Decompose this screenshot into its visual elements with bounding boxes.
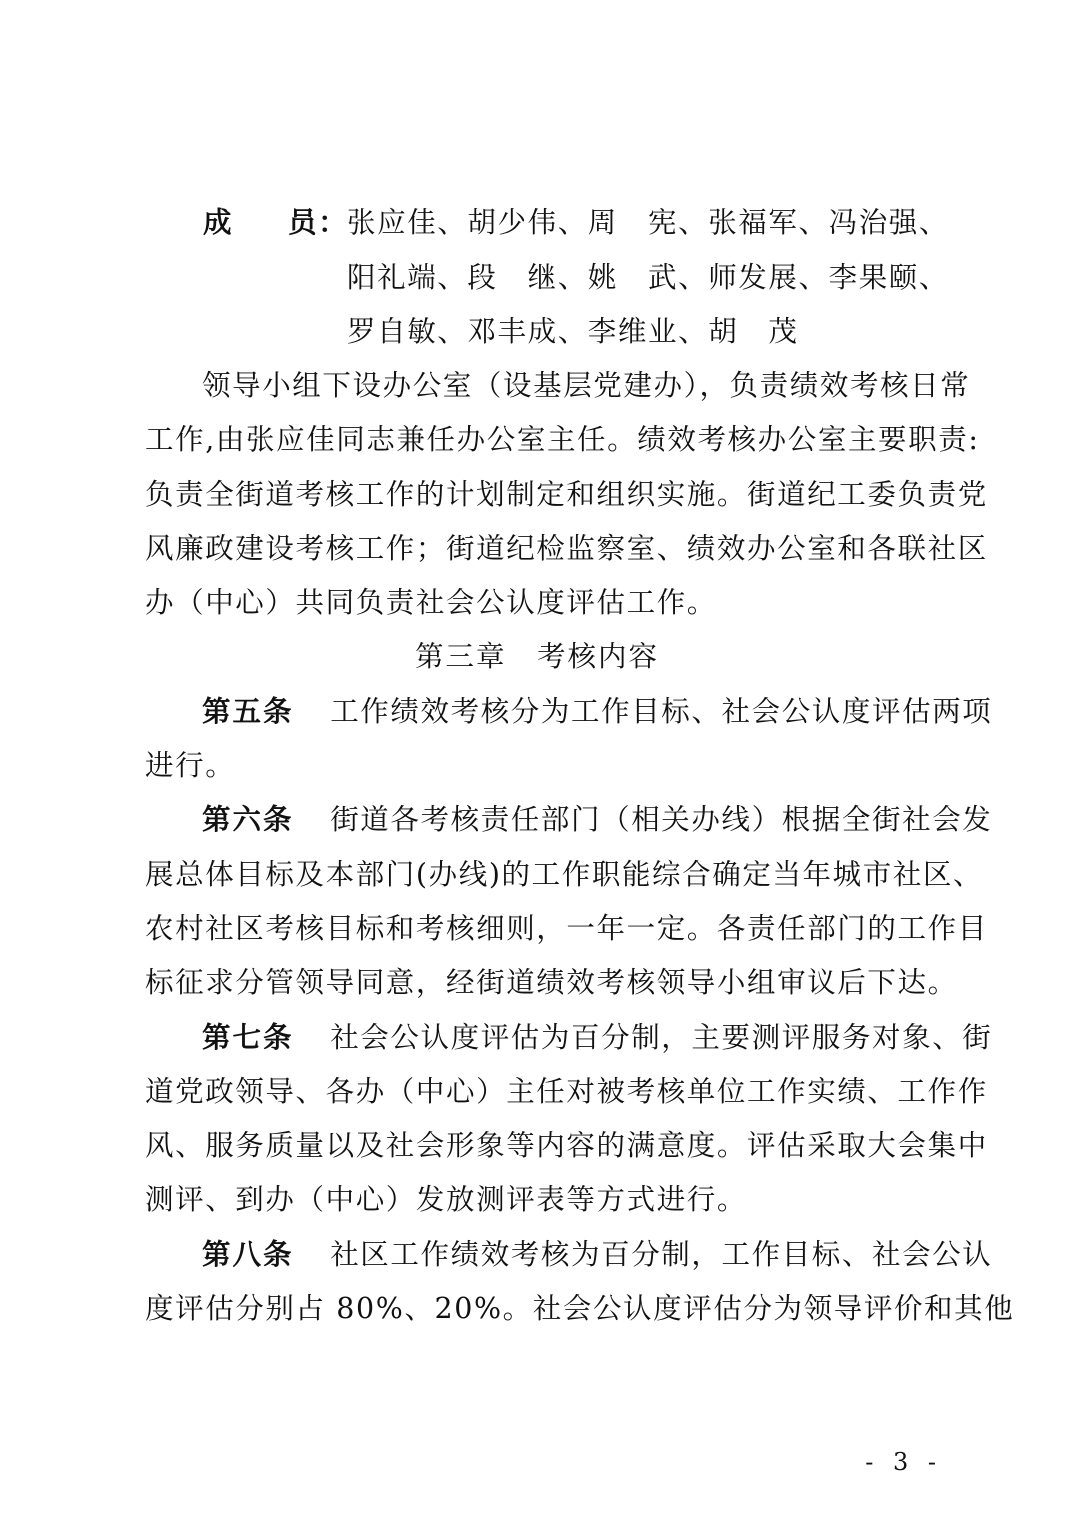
page-number: - 3 - — [865, 1448, 942, 1476]
article5-line-1 — [145, 692, 1002, 732]
members-names-2: 阳礼端、段 继、姚 武、师发展、李果颐、 — [347, 261, 950, 294]
article5-line-2: 进行。 — [145, 749, 236, 782]
article6-line-4: 标征求分管领导同意，经街道绩效考核领导小组审议后下达。 — [145, 966, 958, 999]
members-label-b: 员： — [288, 206, 349, 239]
article5-text-1: 工作绩效考核分为工作目标、社会公认度评估两项 — [330, 695, 993, 728]
article8-text-1: 社区工作绩效考核为百分制，工作目标、社会公认 — [330, 1238, 993, 1271]
article6-line-3: 农村社区考核目标和考核细则，一年一定。各责任部门的工作目 — [145, 912, 988, 945]
chapter-heading: 第三章 考核内容 — [414, 640, 659, 673]
article7-label: 第七条 — [202, 1021, 294, 1054]
article7-line-2: 道党政领导、各办（中心）主任对被考核单位工作实绩、工作作 — [145, 1075, 988, 1108]
article6-text-1: 街道各考核责任部门（相关办线）根据全街社会发 — [330, 803, 993, 836]
article6-label: 第六条 — [202, 803, 294, 836]
office-para-line-4: 风廉政建设考核工作；街道纪检监察室、绩效办公室和各联社区 — [145, 532, 988, 565]
article7-line-1 — [145, 1018, 1002, 1058]
office-para-line-3: 负责全街道考核工作的计划制定和组织实施。街道纪工委负责党 — [145, 478, 988, 511]
members-names-1: 张应佳、胡少伟、周 宪、张福军、冯治强、 — [347, 206, 950, 239]
article6-line-1 — [145, 800, 1002, 840]
article7-text-1: 社会公认度评估为百分制，主要测评服务对象、街 — [330, 1021, 993, 1054]
article8-line-1 — [145, 1235, 1002, 1275]
office-para-line-1: 领导小组下设办公室（设基层党建办），负责绩效考核日常 — [202, 369, 971, 402]
article8-line-2: 度评估分别占 80%、20%。社会公认度评估分为领导评价和其他 — [145, 1292, 1015, 1325]
office-para-line-2: 工作,由张应佳同志兼任办公室主任。绩效考核办公室主要职责: — [145, 423, 980, 456]
article8-label: 第八条 — [202, 1238, 294, 1271]
article5-label: 第五条 — [202, 695, 294, 728]
members-names-3: 罗自敏、邓丰成、李维业、胡 茂 — [347, 315, 799, 348]
office-para-line-5: 办（中心）共同负责社会公认度评估工作。 — [145, 586, 717, 619]
article7-line-4: 测评、到办（中心）发放测评表等方式进行。 — [145, 1183, 748, 1216]
article6-line-2: 展总体目标及本部门(办线)的工作职能综合确定当年城市社区、 — [145, 858, 984, 891]
article7-line-3: 风、服务质量以及社会形象等内容的满意度。评估采取大会集中 — [145, 1129, 988, 1162]
members-label-a: 成 — [203, 206, 234, 239]
